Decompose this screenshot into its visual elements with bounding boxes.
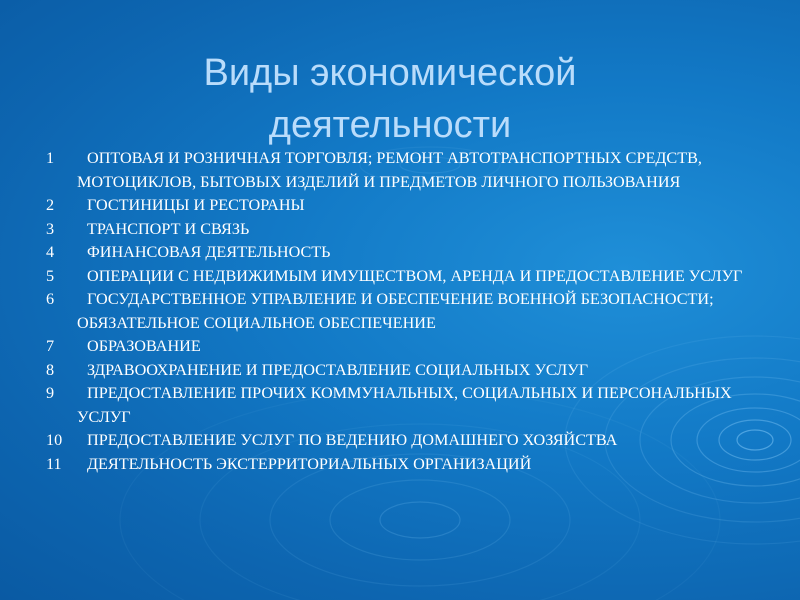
slide-title	[0, 47, 780, 151]
list-item-text: ОПТОВАЯ И РОЗНИЧНАЯ ТОРГОВЛЯ; РЕМОНТ АВТОТРАНСПОРТНЫХ СРЕДСТВ, МОТОЦИКЛОВ, БЫТОВЫХ ИЗДЕЛИЙ И ПРЕДМЕТОВ ЛИЧНОГО ПОЛЬЗОВАНИЯ	[77, 149, 702, 191]
list-item-text: ОБРАЗОВАНИЕ	[87, 337, 201, 355]
list-item	[48, 382, 768, 429]
list-item	[48, 218, 768, 242]
list-item-text: ПРЕДОСТАВЛЕНИЕ ПРОЧИХ КОММУНАЛЬНЫХ, СОЦИАЛЬНЫХ И ПЕРСОНАЛЬНЫХ УСЛУГ	[77, 384, 732, 426]
list-item	[48, 241, 768, 265]
list-item-text: ГОСТИНИЦЫ И РЕСТОРАНЫ	[87, 196, 305, 214]
list-item	[48, 359, 768, 383]
list-item-number: 4	[46, 243, 55, 261]
list-item-number: 11	[46, 454, 62, 473]
list-item-text: ТРАНСПОРТ И СВЯЗЬ	[87, 219, 250, 238]
list-item-number: 9	[46, 384, 55, 402]
list-item	[48, 288, 768, 335]
title-line-1: Виды экономической	[203, 52, 577, 95]
list-item-number: 3	[46, 219, 55, 238]
list-item-number: 6	[46, 290, 55, 308]
list-item-number: 1	[46, 149, 55, 167]
list-item	[48, 194, 768, 218]
list-item	[48, 453, 768, 477]
list-item-text: ЗДРАВООХРАНЕНИЕ И ПРЕДОСТАВЛЕНИЕ СОЦИАЛЬНЫХ УСЛУГ	[87, 360, 589, 379]
list-item	[48, 429, 768, 453]
list-item-text: ДЕЯТЕЛЬНОСТЬ ЭКСТЕРРИТОРИАЛЬНЫХ ОРГАНИЗАЦИЙ	[87, 454, 532, 473]
list-item	[48, 147, 768, 194]
list-item	[48, 335, 768, 359]
list-item-number: 10	[46, 431, 63, 449]
list-item-text: ПРЕДОСТАВЛЕНИЕ УСЛУГ ПО ВЕДЕНИЮ ДОМАШНЕГО ХОЗЯЙСТВА	[87, 431, 618, 449]
list-item-number: 8	[46, 360, 55, 379]
list-item-number: 7	[46, 337, 55, 355]
list-item	[48, 265, 768, 289]
list-item-number: 5	[46, 266, 55, 285]
list-item-number: 2	[46, 196, 55, 214]
list-item-text: ГОСУДАРСТВЕННОЕ УПРАВЛЕНИЕ И ОБЕСПЕЧЕНИЕ ВОЕННОЙ БЕЗОПАСНОСТИ; ОБЯЗАТЕЛЬНОЕ СОЦИАЛЬНОЕ ОБЕСПЕЧЕНИЕ	[77, 290, 714, 332]
list-item-text: ФИНАНСОВАЯ ДЕЯТЕЛЬНОСТЬ	[87, 243, 331, 261]
list-item-text: ОПЕРАЦИИ С НЕДВИЖИМЫМ ИМУЩЕСТВОМ, АРЕНДА И ПРЕДОСТАВЛЕНИЕ УСЛУГ	[87, 266, 743, 285]
title-line-2: деятельности	[268, 104, 512, 147]
activity-list	[48, 147, 768, 476]
